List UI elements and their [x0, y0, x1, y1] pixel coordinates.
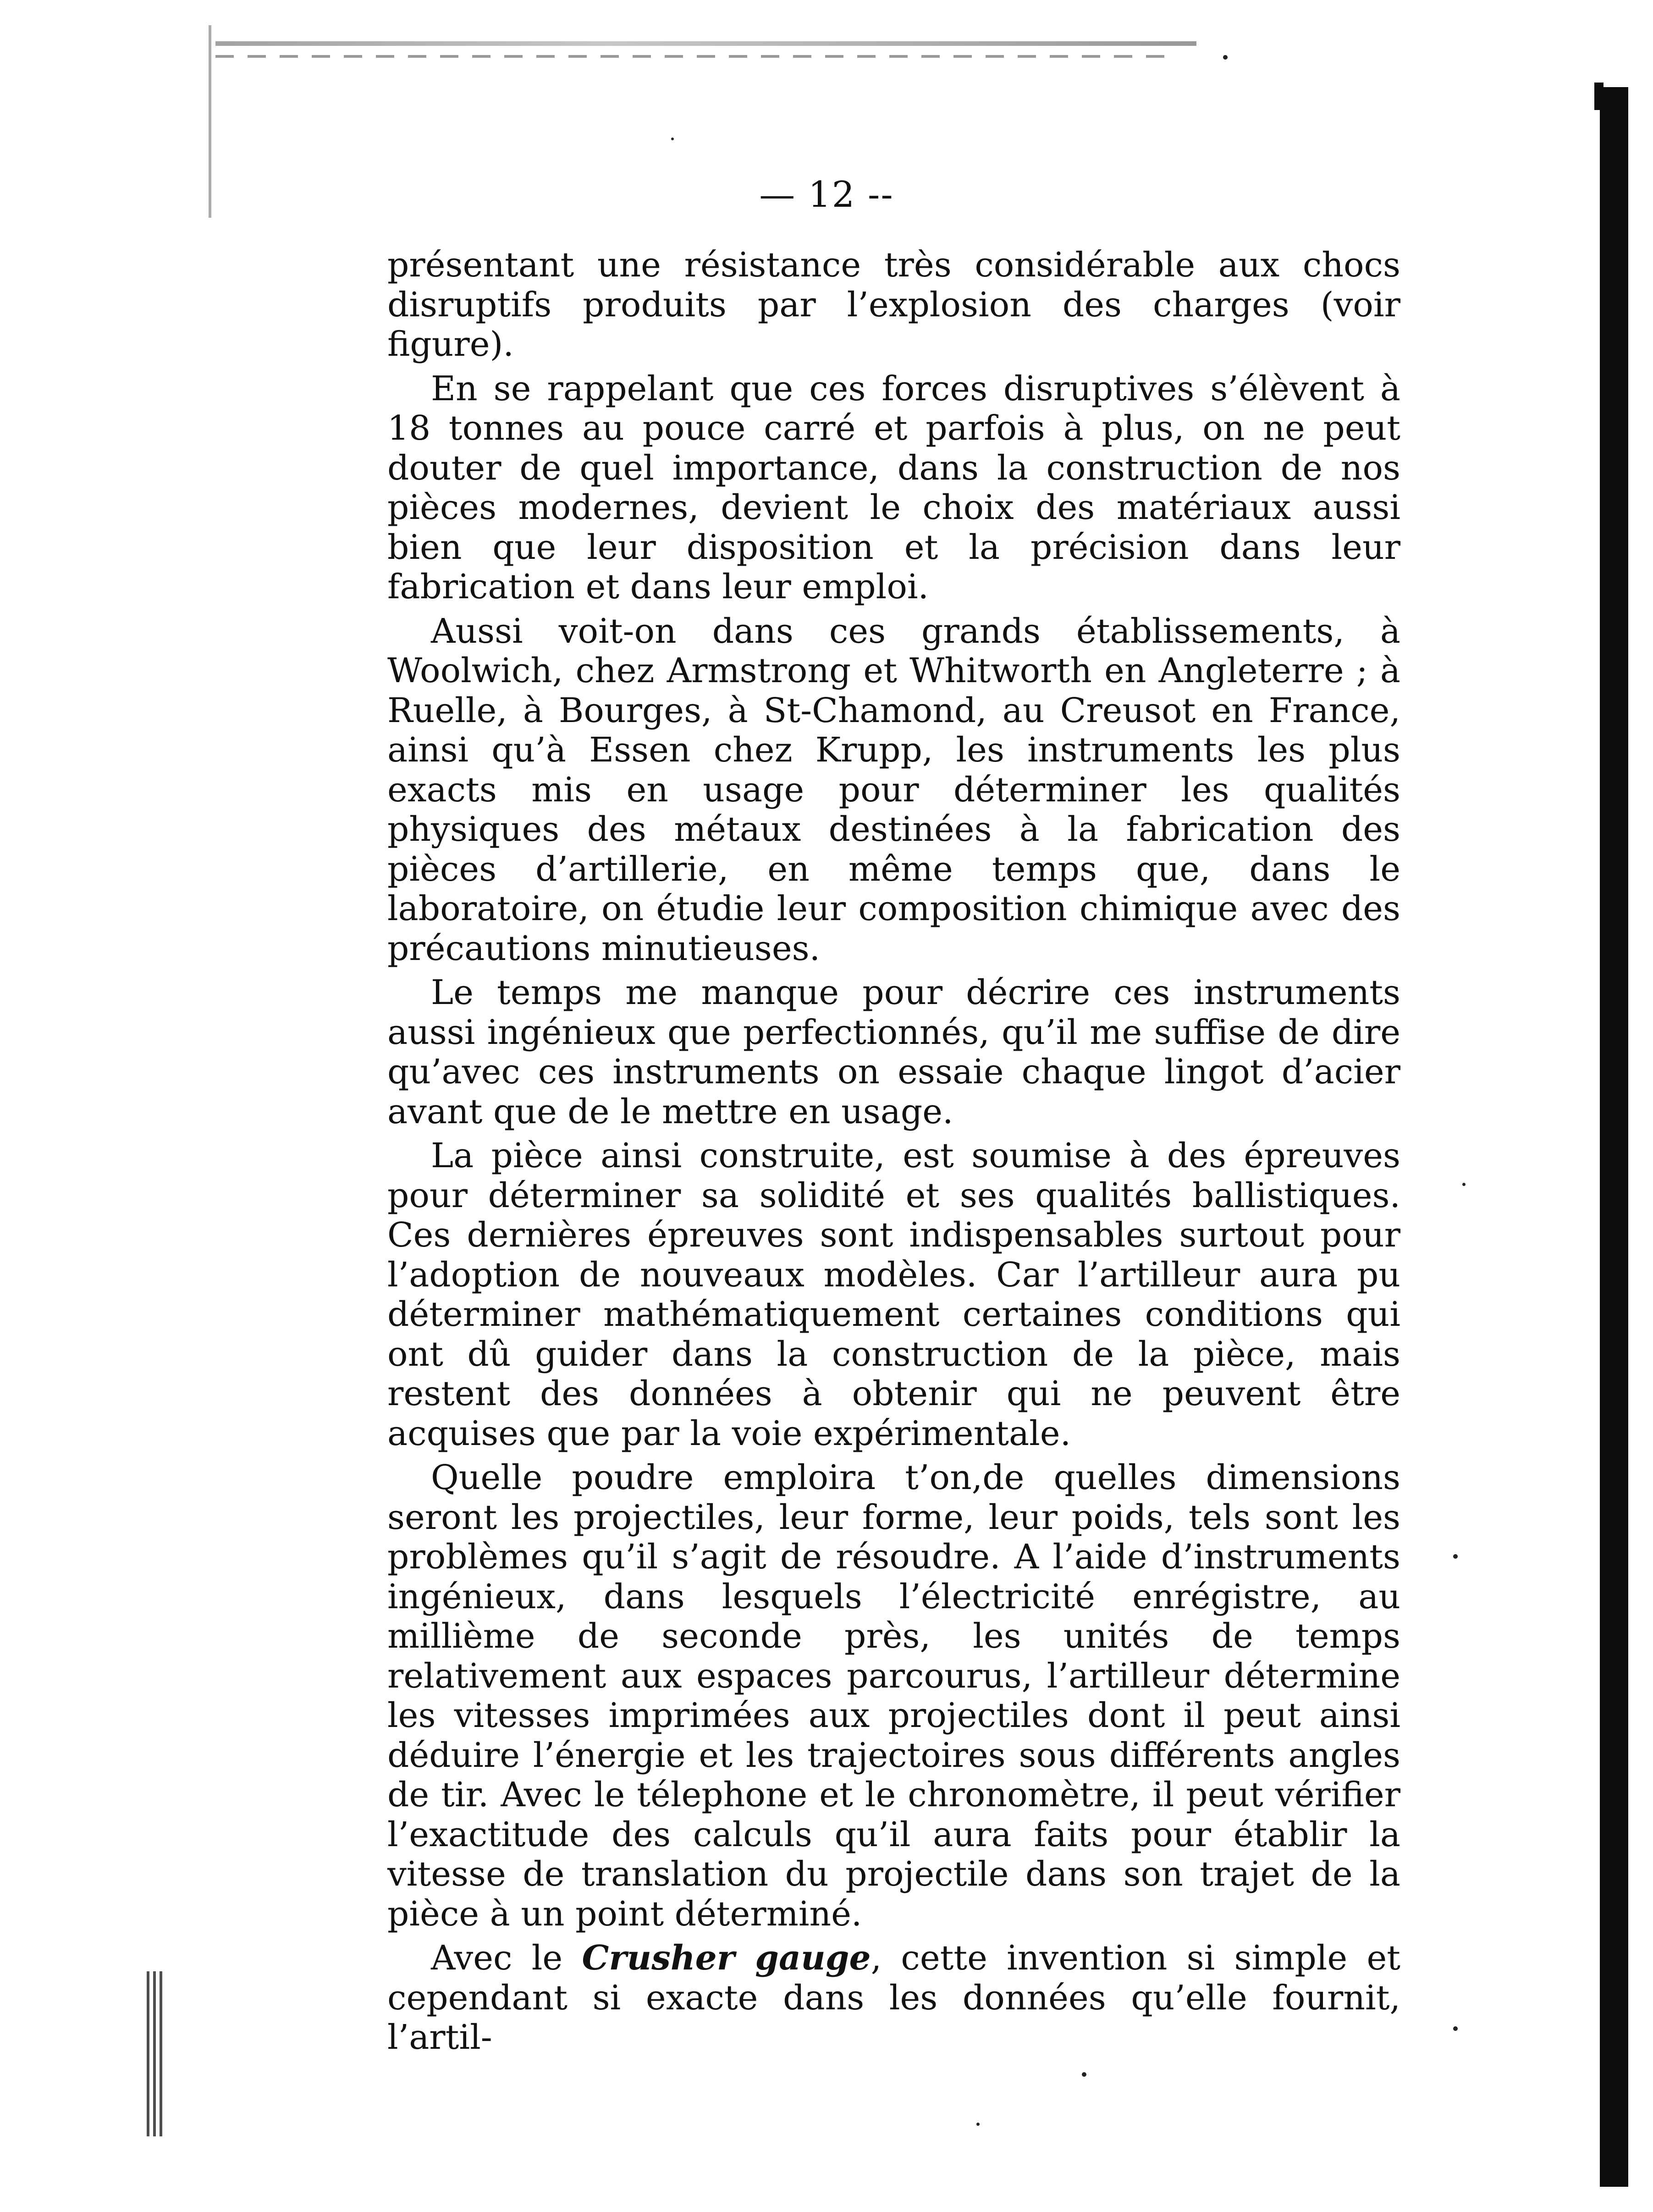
body-text [387, 245, 1400, 2058]
scan-speck [671, 138, 674, 140]
top-scan-rule-dashed [215, 55, 1178, 58]
right-edge-shadow [1600, 87, 1628, 2187]
scan-speck [976, 2123, 980, 2126]
paragraph-4: Le temps me manque pour décrire ces instruments aussi ingénieux que perfectionnés, qu’il me suffise de dire qu’avec ces instruments on essaie chaque lingot d’acier avant que de le mettre en usage. [387, 973, 1400, 1131]
top-scan-rule [215, 41, 1196, 46]
paragraph-1: présentant une résistance très considérable aux chocs disruptifs produits par l’explosion des charges (voir figure). [387, 245, 1400, 364]
scan-speck [1082, 2072, 1086, 2077]
paragraph-6: Quelle poudre emploira t’on,de quelles dimensions seront les projectiles, leur forme, leur poids, tels sont les problèmes qu’il s’agit de résoudre. A l’aide d’instruments ingénieux, dans lesquels l’électricité enrégistre, au millième de seconde près, les unités de temps relativement aux espaces parcourus, l’artilleur détermine les vitesses imprimées aux projectiles dont il peut ainsi déduire l’énergie et les trajectoires sous différents angles de tir. Avec le télephone et le chronomètre, il peut vérifier l’exactitude des calculs qu’il aura faits pour établir la vitesse de translation du projectile dans son trajet de la pièce à un point déterminé. [387, 1458, 1400, 1934]
paragraph-7-end: , cette invention si simple et cependant si exacte dans les données qu’elle fournit, l’artil- [387, 1938, 1401, 2057]
paragraph-7 [387, 1938, 1400, 2058]
paragraph-3: Aussi voit-on dans ces grands établissements, à Woolwich, chez Armstrong et Whitworth en Angleterre ; à Ruelle, à Bourges, à St-Chamond, au Creusot en France, ainsi qu’à Essen chez Krupp, les instruments les plus exacts mis en usage pour déterminer les qualités physiques des métaux destinées à la fabrication des pièces d’artillerie, en même temps que, dans le laboratoire, on étudie leur composition chimique avec des précautions minutieuses. [387, 611, 1400, 968]
crusher-gauge-term: Crusher gauge [582, 1938, 871, 1978]
paragraph-2: En se rappelant que ces forces disruptives s’élèvent à 18 tonnes au pouce carré et parfois à plus, on ne peut douter de quel importance, dans la construction de nos pièces modernes, devient le choix des matériaux aussi bien que leur disposition et la précision dans leur fabrication et dans leur emploi. [387, 369, 1400, 607]
scan-speck [1462, 1183, 1466, 1186]
page-number: — 12 -- [759, 174, 894, 215]
scan-speck [1453, 2026, 1458, 2031]
paragraph-7-start: Avec le [431, 1938, 563, 1978]
paragraph-5: La pièce ainsi construite, est soumise à des épreuves pour déterminer sa solidité et ses qualités ballistiques. Ces dernières épreuves sont indispensables surtout pour l’adoption de nouveaux modèles. Car l’artilleur aura pu déterminer mathématiquement certaines conditions qui ont dû guider dans la construction de la pièce, mais restent des données à obtenir qui ne peuvent être acquises que par la voie expérimentale. [387, 1136, 1400, 1453]
scan-speck [1453, 1554, 1458, 1559]
scan-speck [1223, 55, 1228, 60]
left-bottom-scan-lines [147, 1971, 165, 2136]
